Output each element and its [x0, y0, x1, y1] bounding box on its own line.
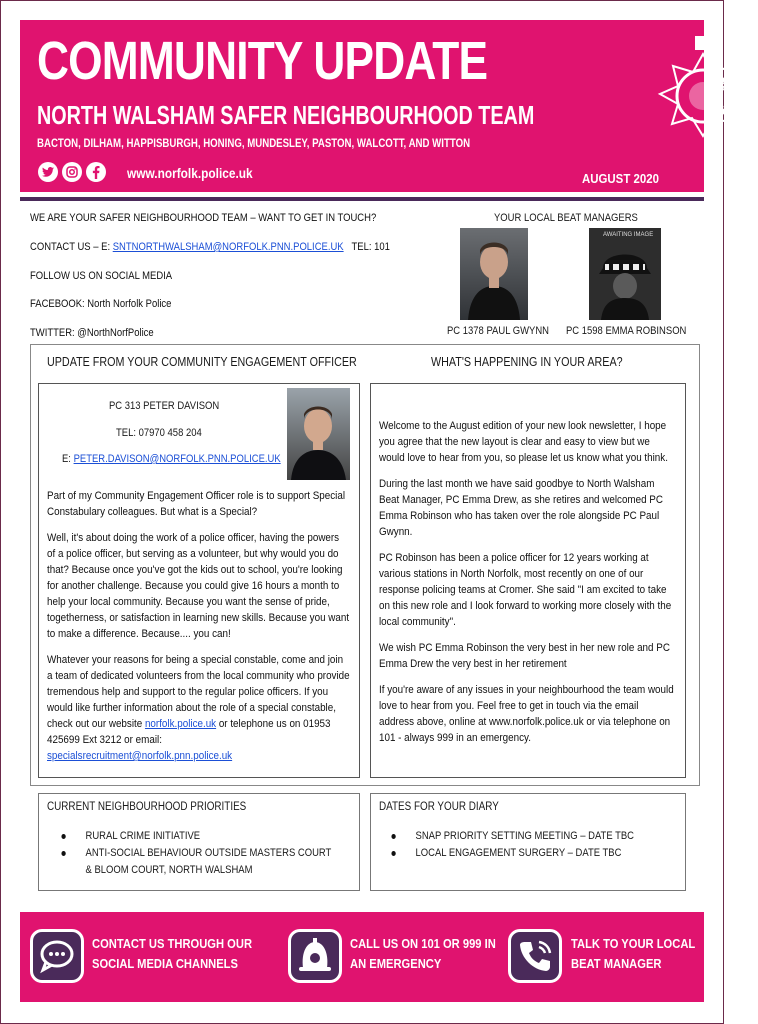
twitter-line[interactable]: TWITTER: @NorthNorfPolice [30, 327, 154, 339]
footer-banner [20, 912, 704, 1002]
engagement-p3-text-2: or telephone us on 01953 425699 Ext 3212 or email: [47, 718, 331, 746]
issue-date: AUGUST 2020 [582, 171, 659, 186]
engagement-body [47, 488, 350, 774]
police-badge-icon [648, 32, 758, 162]
area-p5: If you're aware of any issues in your neighbourhood the team would love to hear from you. Feel free to get in touch via the email address above, online at www.norfolk.police.uk or via telephone on 101 - always 999 in an emergency. [379, 684, 674, 744]
website-link[interactable]: www.norfolk.police.uk [127, 166, 253, 181]
officer-email-line [62, 453, 281, 465]
chat-bubble-icon[interactable] [30, 929, 84, 983]
footer-social-line-2: SOCIAL MEDIA CHANNELS [92, 956, 238, 971]
priority-item: RURAL CRIME INITIATIVE [58, 828, 333, 845]
svg-text:NOR: NOR [714, 77, 737, 99]
officer-name: PC 313 PETER DAVISON [109, 400, 220, 412]
beat-manager-2-caption: PC 1598 EMMA ROBINSON [566, 325, 687, 337]
page-title: COMMUNITY UPDATE [37, 31, 488, 91]
footer-talk-text [571, 934, 695, 974]
diary-list [388, 828, 672, 862]
footer-call-line-2: AN EMERGENCY [350, 956, 442, 971]
peter-davison-photo [287, 388, 350, 480]
officer-tel: TEL: 07970 458 204 [116, 427, 202, 439]
area-p4: We wish PC Emma Robinson the very best in her new role and PC Emma Drew the very best in her retirement [379, 642, 670, 670]
area-p1: Welcome to the August edition of your new look newsletter, I hope you agree that the new layout is clear and easy to view but we would love to hear from you, so please let us know what you think. [379, 420, 668, 464]
priorities-title: CURRENT NEIGHBOURHOOD PRIORITIES [47, 801, 247, 813]
page-subtitle: NORTH WALSHAM SAFER NEIGHBOURHOOD TEAM [37, 100, 535, 130]
facebook-icon[interactable] [86, 162, 106, 182]
contact-tel: TEL: 101 [351, 241, 390, 253]
twitter-icon[interactable] [38, 162, 58, 182]
paul-gwynn-photo [460, 228, 528, 320]
awaiting-image-label: AWAITING IMAGE [603, 232, 654, 238]
area-p2: During the last month we have said goodbye to North Walsham Beat Manager, PC Emma Drew, as she retires and welcomed PC Emma Robinson who has taken over the role alongside PC Paul Gwynn. [379, 478, 663, 538]
engagement-title: UPDATE FROM YOUR COMMUNITY ENGAGEMENT OFFICER [47, 355, 357, 369]
header-banner [20, 20, 740, 192]
footer-talk-line-2: BEAT MANAGER [571, 956, 662, 971]
area-places: BACTON, DILHAM, HAPPISBURGH, HONING, MUNDESLEY, PASTON, WALCOTT, AND WITTON [37, 138, 471, 150]
area-title: WHAT'S HAPPENING IN YOUR AREA? [431, 355, 623, 369]
contact-line [30, 241, 390, 253]
footer-call-text [350, 934, 496, 974]
officer-email-link[interactable]: PETER.DAVISON@NORFOLK.PNN.POLICE.UK [73, 453, 281, 465]
header-divider [20, 197, 704, 201]
beat-manager-1-caption: PC 1378 PAUL GWYNN [447, 325, 549, 337]
social-icons [38, 162, 106, 182]
engagement-p3-text: Whatever your reasons for being a special constable, come and join a team of dedicated volunteers from the local community who provide tremendous help and support to the regular police officers. If you would like further information about the role of a special constable, check out our website [47, 654, 350, 730]
contact-heading: WE ARE YOUR SAFER NEIGHBOURHOOD TEAM – WANT TO GET IN TOUCH? [30, 212, 377, 224]
engagement-p3 [47, 652, 350, 764]
police-helmet-icon[interactable] [288, 929, 342, 983]
area-p3: PC Robinson has been a police officer for 12 years working at various stations in North Norfolk, most recently on one of our response policing teams at Cromer. She said "I am excited to take on this new role and I look forward to working more closely with the local community". [379, 552, 672, 628]
footer-call-line-1: CALL US ON 101 OR 999 IN [350, 936, 496, 951]
team-email-link[interactable]: SNTNORTHWALSHAM@NORFOLK.PNN.POLICE.UK [112, 241, 344, 253]
officer-email-prefix: E: [62, 453, 74, 465]
diary-item: LOCAL ENGAGEMENT SURGERY – DATE TBC [388, 845, 672, 862]
priority-item: ANTI-SOCIAL BEHAVIOUR OUTSIDE MASTERS COURT & BLOOM COURT, NORTH WALSHAM [58, 845, 333, 879]
contact-prefix: CONTACT US – E: [30, 241, 113, 253]
footer-social-line-1: CONTACT US THROUGH OUR [92, 936, 253, 951]
follow-heading: FOLLOW US ON SOCIAL MEDIA [30, 270, 173, 282]
norfolk-website-link[interactable]: norfolk.police.uk [144, 718, 217, 730]
beat-managers-title: YOUR LOCAL BEAT MANAGERS [494, 212, 638, 224]
facebook-line[interactable]: FACEBOOK: North Norfolk Police [30, 298, 172, 310]
engagement-p2: Well, it's about doing the work of a police officer, having the powers of a police officer, but serving as a volunteer, but why would you do that? Because once you've got the kids out to school, you're looking for another challenge. Because you could give 16 hours a month to help your local community. Because you want the sense of pride, togetherness, or satisfaction in learning new skills. Because you want to make a difference. Because.... you can! [47, 532, 350, 640]
footer-social-text [92, 934, 252, 974]
footer-talk-line-1: TALK TO YOUR LOCAL [571, 936, 696, 951]
diary-title: DATES FOR YOUR DIARY [379, 801, 499, 813]
instagram-icon[interactable] [62, 162, 82, 182]
svg-text:CONSTA: CONSTA [706, 97, 740, 122]
priorities-list [58, 828, 333, 879]
specials-email-link[interactable]: specialsrecruitment@norfolk.pnn.police.uk [47, 750, 233, 762]
engagement-p1: Part of my Community Engagement Officer role is to support Special Constabulary colleagues. But what is a Special? [47, 490, 346, 518]
phone-icon[interactable] [508, 929, 562, 983]
area-body [379, 418, 675, 756]
diary-item: SNAP PRIORITY SETTING MEETING – DATE TBC [388, 828, 672, 845]
emma-robinson-placeholder [589, 228, 661, 320]
